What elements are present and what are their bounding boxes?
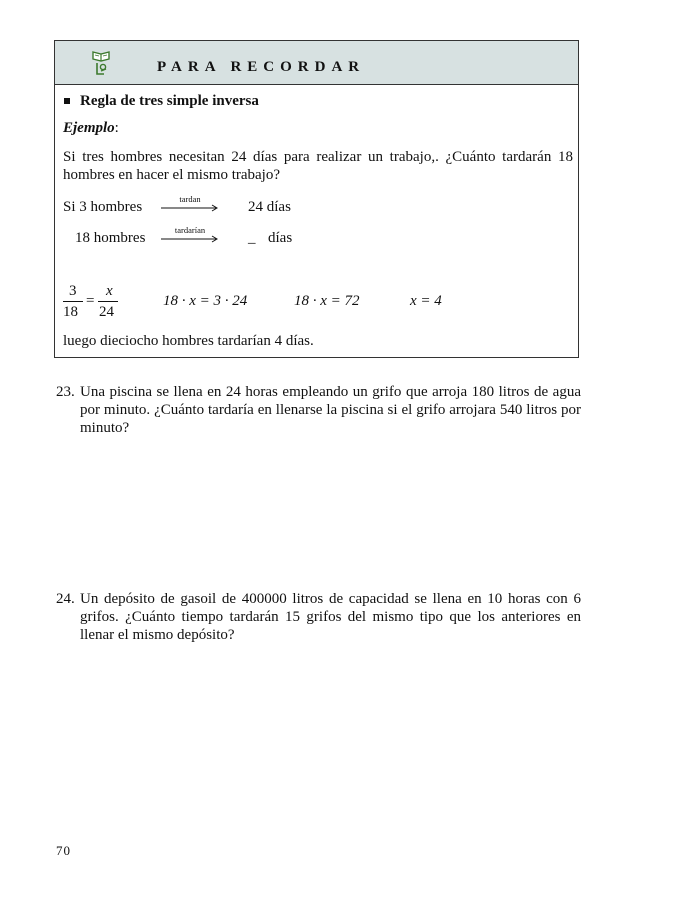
equation-4: x = 4 (410, 293, 442, 309)
exercise-text: Un depósito de gasoil de 400000 litros de capacidad se llena en 10 horas con 6 grifos. ¿Cuánto tiempo tardarán 15 grifos del mismo tipo que los anteriores en llenar el mismo depósito? (80, 591, 581, 643)
exercise-text: Una piscina se llena en 24 horas empleando un grifo que arroja 180 litros de agua por minuto. ¿Cuánto tardaría en llenarse la piscina si el grifo arrojara 540 litros por minuto? (80, 384, 581, 436)
frac-right-num: x (106, 283, 113, 299)
example-problem: Si tres hombres necesitan 24 días para realizar un trabajo,. ¿Cuánto tardarán 18 hombres en hacer el mismo trabajo? (63, 149, 573, 183)
arrow-tardarian (161, 227, 219, 243)
remember-box-header (55, 41, 578, 85)
book-reading-icon (91, 47, 111, 77)
right-arrow-icon (161, 235, 219, 243)
frac-right-bar (98, 301, 118, 302)
remember-title: PARA RECORDAR (157, 59, 366, 75)
arrow-tardan (161, 196, 219, 212)
row2-right: días (268, 230, 293, 246)
arrow-label-tardan: tardan (179, 194, 201, 204)
row1-right: 24 días (248, 199, 291, 215)
exercise-number: 23. (56, 384, 75, 400)
example-label (63, 120, 119, 137)
exercise-number: 24. (56, 591, 75, 607)
row1-left: Si 3 hombres (63, 199, 143, 215)
bullet-icon (64, 98, 70, 104)
conclusion: luego dieciocho hombres tardarían 4 días. (63, 333, 314, 349)
equation-2: 18 · x = 3 · 24 (163, 293, 248, 309)
frac-right-den: 24 (99, 304, 114, 320)
frac-left-bar (63, 301, 83, 302)
frac-equals: = (86, 293, 95, 309)
page-number: 70 (56, 843, 71, 858)
arrow-label-tardarian: tardarían (174, 225, 206, 235)
rule-heading: Regla de tres simple inversa (80, 93, 259, 109)
exercise-24 (56, 590, 581, 644)
equation-3: 18 · x = 72 (294, 293, 360, 309)
proportion-equation (63, 283, 123, 321)
example-label-text: Ejemplo (63, 120, 115, 136)
frac-left-den: 18 (63, 304, 78, 320)
right-arrow-icon (161, 204, 219, 212)
frac-left-num: 3 (69, 283, 77, 299)
exercise-23 (56, 383, 581, 437)
remember-body (55, 85, 578, 358)
remember-box (54, 40, 579, 358)
row2-blank: _ (248, 230, 256, 246)
example-colon: : (114, 120, 119, 136)
row2-left: 18 hombres (75, 230, 146, 246)
